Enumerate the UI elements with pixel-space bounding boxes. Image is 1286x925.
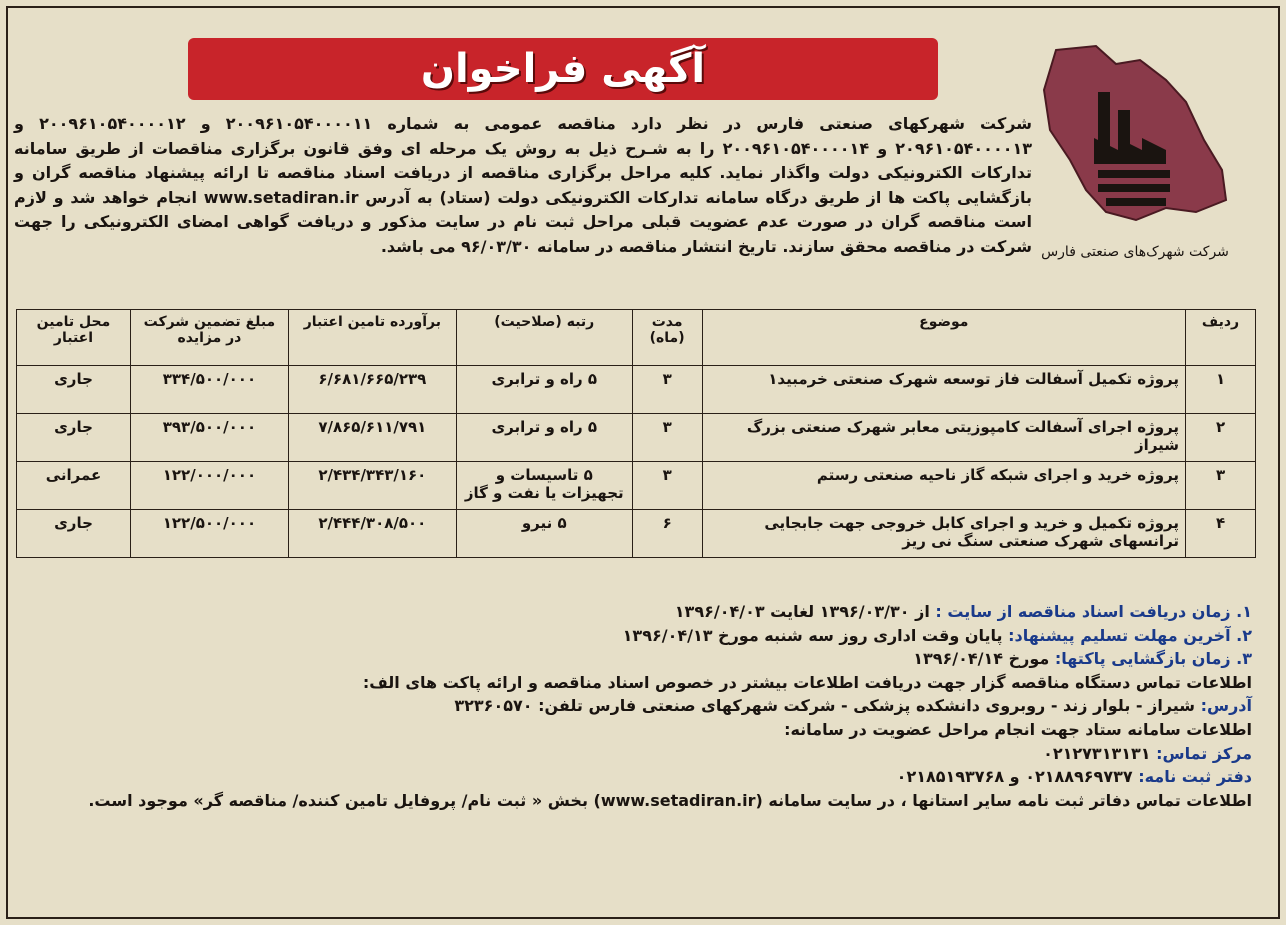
header-guarantee: مبلغ تضمین شرکت در مزایده: [130, 310, 288, 366]
info-line-setad-heading: اطلاعات سامانه ستاد جهت انجام مراحل عضویت در سامانه:: [784, 719, 1252, 739]
info-line-call-center: [14, 742, 1252, 766]
info-value: از ۱۳۹۶/۰۳/۳۰ لغایت ۱۳۹۶/۰۴/۰۳: [674, 602, 930, 621]
page-title: آگهی فراخوان: [420, 46, 706, 92]
cell-guarantee: ۳۹۳/۵۰۰/۰۰۰: [130, 414, 288, 462]
header-subject: موضوع: [702, 310, 1185, 366]
cell-source: عمرانی: [17, 462, 131, 510]
cell-row-number: ۳: [1186, 462, 1256, 510]
cell-grade: ۵ تاسیسات و تجهیزات یا نفت و گاز: [456, 462, 632, 510]
info-line-registration-office: [14, 765, 1252, 789]
info-key: آدرس:: [1200, 696, 1252, 716]
table-row: [17, 414, 1256, 462]
cell-subject: پروژه تکمیل و خرید و اجرای کابل خروجی جهت جابجایی ترانسهای شهرک صنعتی سنگ نی ریز: [702, 510, 1185, 558]
info-line-document-period: [14, 600, 1252, 624]
header-row-number: ردیف: [1186, 310, 1256, 366]
cell-guarantee: ۱۲۲/۰۰۰/۰۰۰: [130, 462, 288, 510]
cell-duration: ۳: [632, 366, 702, 414]
cell-source: جاری: [17, 414, 131, 462]
cell-subject: پروژه تکمیل آسفالت فاز توسعه شهرک صنعتی خرمبید۱: [702, 366, 1185, 414]
cell-estimate: ۲/۴۳۴/۳۴۳/۱۶۰: [288, 462, 456, 510]
info-line-opening: [14, 647, 1252, 671]
title-banner: [188, 38, 938, 100]
info-value: پایان وقت اداری روز سه شنبه مورخ ۱۳۹۶/۰۴/۱۳: [622, 625, 1003, 645]
info-key: ۳. زمان بازگشایی پاکتها:: [1054, 649, 1252, 669]
info-value: مورخ ۱۳۹۶/۰۴/۱۴: [913, 649, 1050, 669]
cell-subject: پروژه خرید و اجرای شبکه گاز ناحیه صنعتی رستم: [702, 462, 1185, 510]
cell-row-number: ۲: [1186, 414, 1256, 462]
table-row: [17, 462, 1256, 510]
cell-source: جاری: [17, 366, 131, 414]
tenders-table: [16, 309, 1256, 558]
header-duration: مدت (ماه): [632, 310, 702, 366]
header-grade: رتبه (صلاحیت): [456, 310, 632, 366]
cell-grade: ۵ نیرو: [456, 510, 632, 558]
info-key: مرکز تماس:: [1156, 743, 1252, 763]
cell-grade: ۵ راه و ترابری: [456, 414, 632, 462]
info-line-contact-heading: اطلاعات تماس دستگاه مناقصه گزار جهت دریافت اطلاعات بیشتر در خصوص اسناد مناقصه و ارائه پاکت های الف:: [362, 672, 1252, 692]
cell-subject: پروژه اجرای آسفالت کامپوزیتی معابر شهرک صنعتی بزرگ شیراز: [702, 414, 1185, 462]
info-line-other-provinces: اطلاعات تماس دفاتر ثبت نامه سایر استانها ، در سایت سامانه (www.setadiran.ir) بخش « ثبت نام/ پروفایل تامین کننده/ مناقصه گر» موجود است.: [88, 790, 1252, 810]
info-value: ۰۲۱۲۷۳۱۳۱۳۱: [1043, 743, 1151, 763]
cell-estimate: ۲/۴۴۴/۳۰۸/۵۰۰: [288, 510, 456, 558]
intro-paragraph: شرکت شهرکهای صنعتی فارس در نظر دارد مناقصه عمومی به شماره ۲۰۰۹۶۱۰۵۴۰۰۰۰۱۱ و ۲۰۰۹۶۱۰۵۴۰۰۰۰۱۲ و ۲۰۹۶۱۰۵۴۰۰۰۰۱۳ و ۲۰۰۹۶۱۰۵۴۰۰۰۰۱۴ را به شـرح ذیل به روش یک مرحله ای وفق قانون برگزاری مناقصات از طریق سامانه تدارکات الکترونیکی دولت واگذار نماید. کلیه مراحل برگزاری مناقصه از دریافت اسناد مناقصه تا ارائه پیشنهاد مناقصه گران و بازگشایی پاکت ها از طریق درگاه سامانه تدارکات الکترونیکی دولت (ستاد) به آدرس www.setadiran.ir انجام خواهد شد و لازم است مناقصه گران در صورت عدم عضویت قبلی مراحل ثبت نام در سایت مذکور و دریافت گواهی امضای الکترونیکی را جهت شرکت در مناقصه محقق سازند. تاریخ انتشار مناقصه در سامانه ۹۶/۰۳/۳۰ می باشد.: [14, 114, 1033, 256]
info-key: ۲. آخرین مهلت تسلیم پیشنهاد:: [1008, 625, 1252, 645]
tender-info: [14, 600, 1252, 812]
cell-row-number: ۴: [1186, 510, 1256, 558]
info-key: ۱. زمان دریافت اسناد مناقصه از سایت :: [935, 602, 1252, 621]
cell-estimate: ۶/۶۸۱/۶۶۵/۲۳۹: [288, 366, 456, 414]
company-logo: [1036, 40, 1232, 240]
header-estimate: برآورده تامین اعتبار: [288, 310, 456, 366]
logo-caption: شرکت شهرک‌های صنعتی فارس: [1041, 244, 1229, 260]
cell-row-number: ۱: [1186, 366, 1256, 414]
info-value: ۰۲۱۸۸۹۶۹۷۳۷ و ۰۲۱۸۵۱۹۳۷۶۸: [896, 767, 1133, 787]
cell-guarantee: ۱۲۲/۵۰۰/۰۰۰: [130, 510, 288, 558]
table-row: [17, 510, 1256, 558]
cell-duration: ۳: [632, 462, 702, 510]
cell-grade: ۵ راه و ترابری: [456, 366, 632, 414]
cell-source: جاری: [17, 510, 131, 558]
info-value: شیراز - بلوار زند - روبروی دانشکده پزشکی - شرکت شهرکهای صنعتی فارس تلفن: ۳۲۳۶۰۵۷۰: [454, 696, 1196, 716]
info-line-address: [14, 694, 1252, 718]
table-row: [17, 366, 1256, 414]
table-header-row: [17, 310, 1256, 366]
cell-duration: ۳: [632, 414, 702, 462]
info-line-deadline: [14, 624, 1252, 648]
info-key: دفتر ثبت نامه:: [1138, 767, 1252, 787]
cell-duration: ۶: [632, 510, 702, 558]
cell-estimate: ۷/۸۶۵/۶۱۱/۷۹۱: [288, 414, 456, 462]
cell-guarantee: ۳۳۴/۵۰۰/۰۰۰: [130, 366, 288, 414]
header-source: محل تامین اعتبار: [17, 310, 131, 366]
